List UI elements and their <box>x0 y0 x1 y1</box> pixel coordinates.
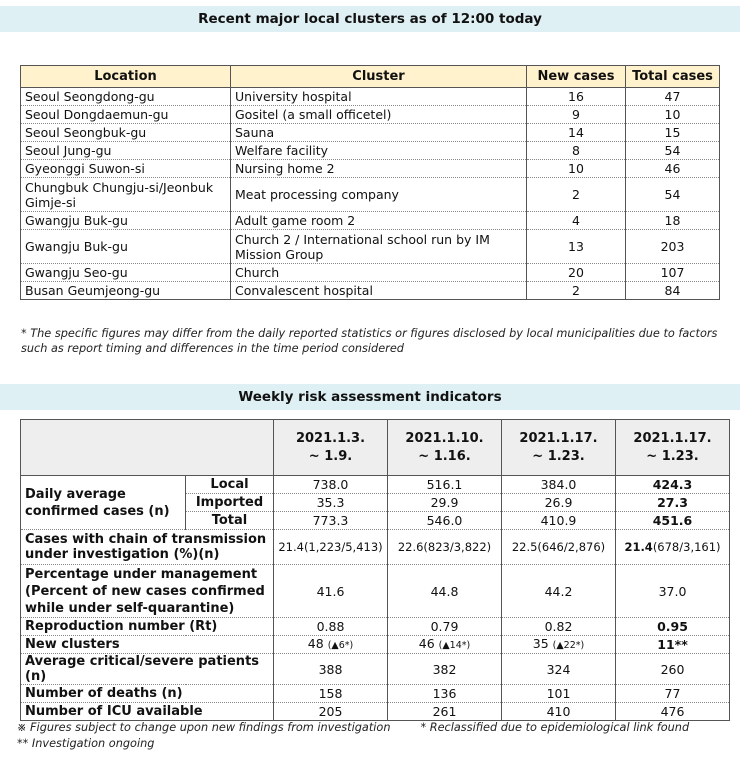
cell-location: Seoul Seongbuk-gu <box>21 124 231 142</box>
column-header-location: Location <box>21 66 231 88</box>
row-label-chain: Cases with chain of transmission under investigation (%)(n) <box>21 530 274 565</box>
cell-total-cases: 46 <box>626 160 720 178</box>
cell-cluster: Gositel (a small officetel) <box>231 106 527 124</box>
clusters-footnote: * The specific figures may differ from the daily reported statistics or figures disclosed by local municipalities due to factors such as report timing and differences in the time period considered <box>21 327 718 355</box>
column-header-new-cases: New cases <box>527 66 626 88</box>
chain-last-pct: 21.4 <box>624 539 653 554</box>
cell-value: 410 <box>502 703 616 721</box>
cell-value: 388 <box>274 654 388 685</box>
cell-location: Gyeonggi Suwon-si <box>21 160 231 178</box>
cell-cluster: Sauna <box>231 124 527 142</box>
cell-value: 516.1 <box>388 476 502 494</box>
table-row <box>21 106 720 124</box>
table-row <box>21 282 720 300</box>
cell-new-cases: 16 <box>527 88 626 106</box>
table-row <box>21 685 730 703</box>
table-row <box>21 160 720 178</box>
cluster-count: 48 <box>307 636 324 651</box>
cell-total-cases: 10 <box>626 106 720 124</box>
cell-cluster: University hospital <box>231 88 527 106</box>
cell-total-cases: 107 <box>626 264 720 282</box>
cell-value <box>388 636 502 654</box>
cell-new-cases: 13 <box>527 230 626 264</box>
cell-value: 158 <box>274 685 388 703</box>
period-line2: ~ 1.23. <box>532 448 585 464</box>
cell-total-cases: 54 <box>626 178 720 212</box>
table-row <box>21 178 720 212</box>
footnote-subject-to-change: ※ Figures subject to change upon new findings from investigation <box>17 721 391 734</box>
cluster-count: 35 <box>532 636 549 651</box>
cell-value: 0.88 <box>274 618 388 636</box>
table-row <box>21 654 730 685</box>
cell-location: Gwangju Buk-gu <box>21 230 231 264</box>
cell-value: 44.2 <box>502 565 616 618</box>
table-row <box>21 88 720 106</box>
row-sublabel-local: Local <box>186 476 274 494</box>
cell-new-cases: 14 <box>527 124 626 142</box>
cell-value: 11** <box>616 636 730 654</box>
period-line2: ~ 1.23. <box>646 448 699 464</box>
cell-value: 260 <box>616 654 730 685</box>
period-line2: ~ 1.16. <box>418 448 471 464</box>
cell-value <box>274 636 388 654</box>
row-label-rt: Reproduction number (Rt) <box>21 618 274 636</box>
cell-value: 382 <box>388 654 502 685</box>
table-row <box>21 530 730 565</box>
row-label-new-clusters: New clusters <box>21 636 274 654</box>
cell-value: 26.9 <box>502 494 616 512</box>
table-header-row <box>21 66 720 88</box>
cell-value: 410.9 <box>502 512 616 530</box>
cell-value: 29.9 <box>388 494 502 512</box>
cell-total-cases: 54 <box>626 142 720 160</box>
period-line1: 2021.1.17. <box>633 430 712 446</box>
column-header-period-4 <box>616 420 730 476</box>
cell-location: Seoul Dongdaemun-gu <box>21 106 231 124</box>
table-row <box>21 142 720 160</box>
table-row <box>21 636 730 654</box>
cell-value: 546.0 <box>388 512 502 530</box>
row-label-icu: Number of ICU available <box>21 703 274 721</box>
cell-value: 21.4(1,223/5,413) <box>274 530 388 565</box>
table-row <box>21 565 730 618</box>
cell-value: 136 <box>388 685 502 703</box>
cell-location: Busan Geumjeong-gu <box>21 282 231 300</box>
cell-value: 384.0 <box>502 476 616 494</box>
cell-new-cases: 10 <box>527 160 626 178</box>
period-line1: 2021.1.10. <box>405 430 484 446</box>
cell-value: 37.0 <box>616 565 730 618</box>
cell-total-cases: 84 <box>626 282 720 300</box>
cell-location: Seoul Jung-gu <box>21 142 231 160</box>
footnote-investigation-ongoing: ** Investigation ongoing <box>17 737 155 750</box>
column-header-total-cases: Total cases <box>626 66 720 88</box>
cell-location: Gwangju Seo-gu <box>21 264 231 282</box>
cell-total-cases: 15 <box>626 124 720 142</box>
cell-value: 324 <box>502 654 616 685</box>
cell-new-cases: 8 <box>527 142 626 160</box>
row-label-management: Percentage under management (Percent of new cases confirmed while under self-quarantine) <box>21 565 274 618</box>
table-row <box>21 124 720 142</box>
row-label-critical: Average critical/severe patients (n) <box>21 654 274 685</box>
cell-new-cases: 2 <box>527 282 626 300</box>
table-row <box>21 264 720 282</box>
cell-value: 101 <box>502 685 616 703</box>
cell-location: Seoul Seongdong-gu <box>21 88 231 106</box>
cluster-reclassified: (▲22*) <box>552 640 585 651</box>
cluster-reclassified: (▲14*) <box>438 640 471 651</box>
weekly-title: Weekly risk assessment indicators <box>0 384 740 410</box>
cell-total-cases: 18 <box>626 212 720 230</box>
table-row <box>21 703 730 721</box>
cell-value <box>502 636 616 654</box>
row-label-deaths: Number of deaths (n) <box>21 685 274 703</box>
chain-last-rest: (678/3,161) <box>652 539 721 554</box>
cell-value: 0.82 <box>502 618 616 636</box>
clusters-table <box>20 65 720 300</box>
cell-value: 0.79 <box>388 618 502 636</box>
cell-new-cases: 9 <box>527 106 626 124</box>
table-row <box>21 230 720 264</box>
cell-new-cases: 4 <box>527 212 626 230</box>
period-line2: ~ 1.9. <box>308 448 353 464</box>
cell-value: 35.3 <box>274 494 388 512</box>
cell-location: Chungbuk Chungju-si/Jeonbuk Gimje-si <box>21 178 231 212</box>
column-header-period-1 <box>274 420 388 476</box>
footnote-reclassified: * Reclassified due to epidemiological link found <box>420 721 690 734</box>
clusters-title: Recent major local clusters as of 12:00 today <box>0 6 740 32</box>
table-row <box>21 212 720 230</box>
column-header-period-2 <box>388 420 502 476</box>
cell-value: 738.0 <box>274 476 388 494</box>
cell-value: 22.6(823/3,822) <box>388 530 502 565</box>
period-line1: 2021.1.3. <box>295 430 366 446</box>
table-row <box>21 476 730 494</box>
row-label-daily-average: Daily average confirmed cases (n) <box>21 476 186 530</box>
period-line1: 2021.1.17. <box>519 430 598 446</box>
cell-value: 77 <box>616 685 730 703</box>
cell-value: 205 <box>274 703 388 721</box>
cell-value: 476 <box>616 703 730 721</box>
cell-value <box>616 530 730 565</box>
cell-new-cases: 2 <box>527 178 626 212</box>
cell-cluster: Nursing home 2 <box>231 160 527 178</box>
cell-value: 22.5(646/2,876) <box>502 530 616 565</box>
cell-cluster: Adult game room 2 <box>231 212 527 230</box>
cell-cluster: Welfare facility <box>231 142 527 160</box>
cell-value: 424.3 <box>616 476 730 494</box>
cell-value: 0.95 <box>616 618 730 636</box>
cell-cluster: Church 2 / International school run by IM Mission Group <box>231 230 527 264</box>
column-header-period-3 <box>502 420 616 476</box>
row-sublabel-imported: Imported <box>186 494 274 512</box>
row-sublabel-total: Total <box>186 512 274 530</box>
weekly-footnotes <box>17 720 737 735</box>
cluster-reclassified: (▲6*) <box>327 640 354 651</box>
cell-cluster: Church <box>231 264 527 282</box>
cell-location: Gwangju Buk-gu <box>21 212 231 230</box>
cell-total-cases: 203 <box>626 230 720 264</box>
cell-new-cases: 20 <box>527 264 626 282</box>
cell-value: 41.6 <box>274 565 388 618</box>
column-header-cluster: Cluster <box>231 66 527 88</box>
table-header-row <box>21 420 730 476</box>
cell-value: 261 <box>388 703 502 721</box>
cell-value: 27.3 <box>616 494 730 512</box>
table-row <box>21 618 730 636</box>
weekly-indicators-table <box>20 419 730 721</box>
cell-cluster: Convalescent hospital <box>231 282 527 300</box>
cluster-count: 46 <box>418 636 435 651</box>
cell-total-cases: 47 <box>626 88 720 106</box>
header-blank-cell <box>21 420 274 476</box>
cell-value: 451.6 <box>616 512 730 530</box>
cell-value: 44.8 <box>388 565 502 618</box>
cell-value: 773.3 <box>274 512 388 530</box>
cell-cluster: Meat processing company <box>231 178 527 212</box>
